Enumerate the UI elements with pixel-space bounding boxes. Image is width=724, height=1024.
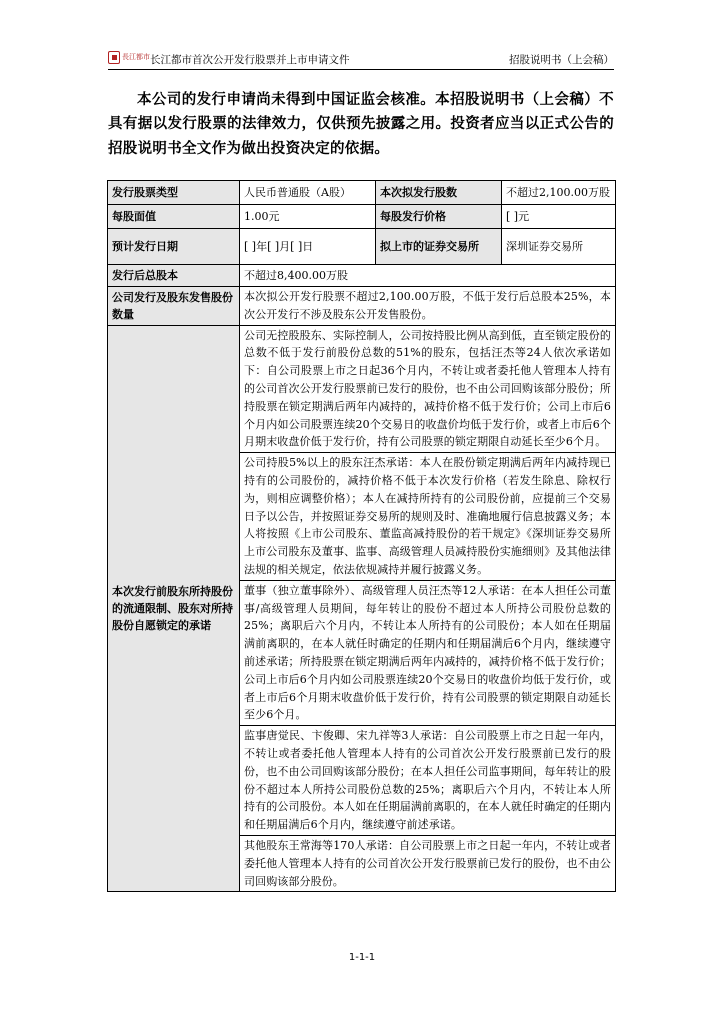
value-exchange: 深圳证券交易所 — [502, 229, 616, 265]
value-issue-count: 不超过2,100.00万股 — [502, 181, 616, 205]
value-total-shares: 不超过8,400.00万股 — [240, 265, 616, 287]
lockup-commitment-other-holders: 其他股东王常海等170人承诺：自公司股票上市之日起一年内，不转让或者委托他人管理本人持有的公司首次公开发行股票前已发行的股份，也不由公司回购该部分股份。 — [240, 835, 616, 891]
value-par-value: 1.00元 — [240, 205, 376, 229]
label-issue-count: 本次拟发行股数 — [376, 181, 502, 205]
notice-paragraph: 本公司的发行申请尚未得到中国证监会核准。本招股说明书（上会稿）不具有据以发行股票的法律效力，仅供预先披露之用。投资者应当以正式公告的招股说明书全文作为做出投资决定的依据。 — [108, 91, 614, 157]
label-lockup-commitments: 本次发行前股东所持股份的流通限制、股东对所持股份自愿锁定的承诺 — [108, 325, 240, 892]
lockup-commitment-supervisors: 监事唐觉民、卞俊卿、宋九祥等3人承诺：自公司股票上市之日起一年内，不转让或者委托他人管理本人持有的公司首次公开发行股票前已发行的股份，也不由公司回购该部分股份；在本人担任公司监事期间，每年转让的股份不超过本人所持公司股份总数的25%；离职后六个月内，不转让本人所持有的公司股份。本人如在任期届满前离职的，在本人就任时确定的任期内和任期届满后6个月内，继续遵守前述承诺。 — [240, 726, 616, 836]
lockup-commitment-directors: 董事（独立董事除外）、高级管理人员汪杰等12人承诺：在本人担任公司董事/高级管理人员期间，每年转让的股份不超过本人所持公司股份总数的25%；离职后六个月内，不转让本人所持有的公司股份；本人如在任期届满前离职的，在本人就任时确定的任期内和任期届满后6个月内，继续遵守前述承诺；所持股票在锁定期满后两年内减持的，减持价格不低于发行价；公司上市后6个月内如公司股票连续20个交易日的收盘价均低于发行价，或者上市后6个月期末收盘价低于发行价，持有公司股票的锁定期限自动延长至少6个月。 — [240, 580, 616, 725]
offering-summary-table — [107, 180, 616, 892]
page-header — [108, 47, 614, 70]
table-row — [108, 265, 616, 287]
lockup-commitment-24-holders: 公司无控股股东、实际控制人，公司按持股比例从高到低，直至锁定股份的总数不低于发行前股份总数的51%的股东，包括汪杰等24人依次承诺如下：自公司股票上市之日起36个月内，不转让或者委托他人管理本人持有的公司首次公开发行股票前已发行的股份，也不由公司回购该部分股份；所持股票在锁定期满后两年内减持的，减持价格不低于发行价；公司上市后6个月内如公司股票连续20个交易日的收盘价均低于发行价，或者上市后6个月期末收盘价低于发行价，持有公司股票的锁定期限自动延长至少6个月。 — [240, 325, 616, 453]
value-issue-date: [ ]年[ ]月[ ]日 — [240, 229, 376, 265]
table-row — [108, 205, 616, 229]
company-logo — [108, 49, 150, 65]
logo-icon — [108, 51, 120, 64]
label-issue-quantity: 公司发行及股东发售股份数量 — [108, 287, 240, 326]
label-total-shares: 发行后总股本 — [108, 265, 240, 287]
table-row — [108, 181, 616, 205]
value-stock-type: 人民币普通股（A股） — [240, 181, 376, 205]
label-stock-type: 发行股票类型 — [108, 181, 240, 205]
logo-text: 長江都市 — [122, 53, 150, 61]
label-par-value: 每股面值 — [108, 205, 240, 229]
value-issue-quantity: 本次拟公开发行股票不超过2,100.00万股，不低于发行后总股本25%，本次公开发行不涉及股东公开发售股份。 — [240, 287, 616, 326]
header-document-title: 长江都市首次公开发行股票并上市申请文件 — [150, 54, 350, 66]
lockup-commitment-major-holder: 公司持股5%以上的股东汪杰承诺：本人在股份锁定期满后两年内减持现已持有的公司股份的，减持价格不低于本次发行价格（若发生除息、除权行为，则相应调整价格）；本人在减持所持有的公司股份前，应提前三个交易日予以公告，并按照证券交易所的规则及时、准确地履行信息披露义务；本人将按照《上市公司股东、董监高减持股份的若干规定》《深圳证券交易所上市公司股东及董事、监事、高级管理人员减持股份实施细则》及其他法律法规的相关规定，依法依规减持并履行披露义务。 — [240, 453, 616, 581]
label-issue-date: 预计发行日期 — [108, 229, 240, 265]
table-row — [108, 229, 616, 265]
label-issue-price: 每股发行价格 — [376, 205, 502, 229]
table-row — [108, 325, 616, 453]
label-exchange: 拟上市的证券交易所 — [376, 229, 502, 265]
value-issue-price: [ ]元 — [502, 205, 616, 229]
table-row — [108, 287, 616, 326]
page-number: 1-1-1 — [348, 952, 376, 963]
header-section-title: 招股说明书（上会稿） — [509, 54, 614, 66]
